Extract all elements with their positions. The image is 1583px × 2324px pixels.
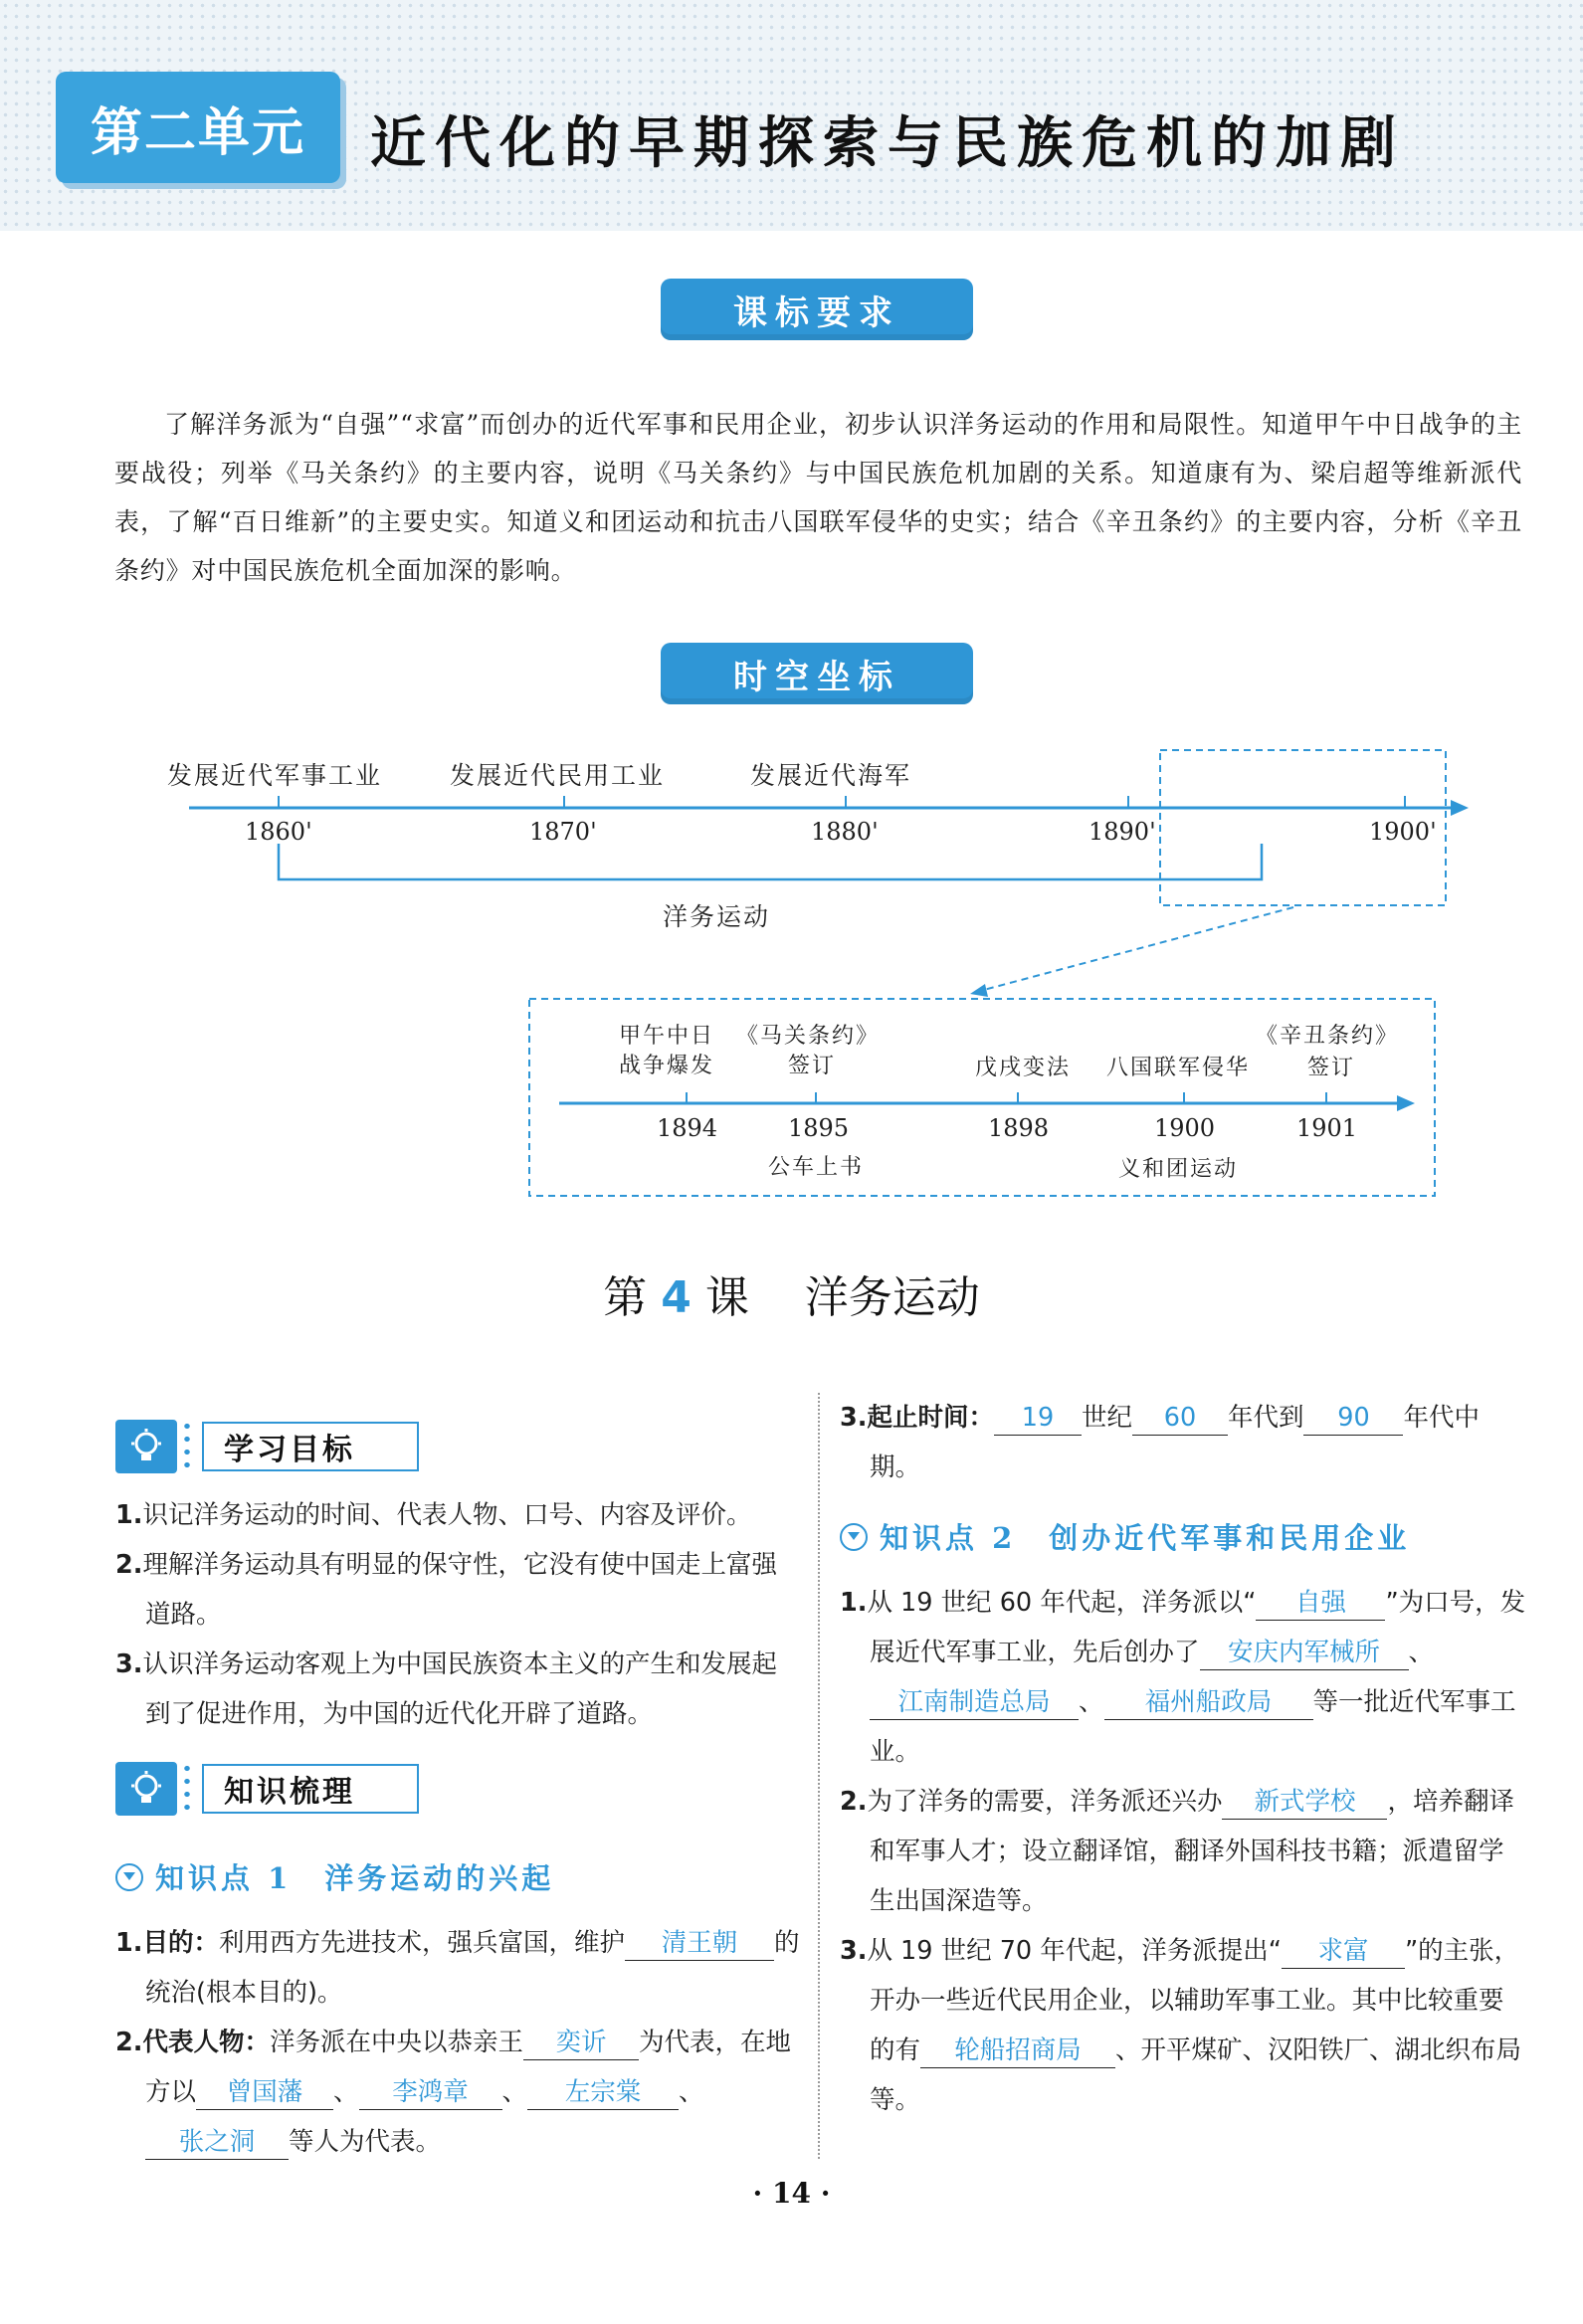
answer-blank: 左宗棠 [527, 2075, 679, 2110]
right-knowledge-items [840, 1578, 1526, 2125]
unit-header [0, 0, 1583, 231]
unit-title: 近代化的早期探索与民族危机的加剧 [370, 111, 1405, 176]
left-knowledge-items [115, 1918, 802, 2167]
bracket-label: 洋务运动 [663, 902, 771, 931]
lesson-suffix: 课 [704, 1272, 749, 1323]
detail-1901-line1: 《辛丑条约》 [1256, 1024, 1400, 1049]
detail-year-1894: 1894 [657, 1114, 718, 1142]
detail-below-1900: 义和团运动 [1118, 1157, 1239, 1182]
page-number: · 14 · [752, 2177, 831, 2210]
knowledge-point-2-title: 知识点 2 创办近代军事和民用企业 [880, 1521, 1411, 1555]
goal-item-1: 1.识记洋务运动的时间、代表人物、口号、内容及评价。 [115, 1500, 752, 1530]
main-timeline-arrow [1451, 800, 1469, 816]
yangwu-bracket [279, 844, 1262, 879]
item-civil-enterprises: 3.从 19 世纪 70 年代起，洋务派提出“ 求富 ”的主张，开办一些近代民用企业，以辅助军事工业。其中比较重要的有 轮船招商局 、开平煤矿、汉阳铁厂、湖北织布局等。 [840, 1936, 1522, 2115]
zoom-connector-arrow [970, 984, 988, 997]
goal-item-3: 3.认识洋务运动客观上为中国民族资本主义的产生和发展起到了促进作用，为中国的近代化开辟了道路。 [115, 1649, 777, 1729]
answer-blank: 张之洞 [145, 2125, 289, 2160]
answer-blank: 自强 [1256, 1586, 1385, 1621]
answer-blank: 曾国藩 [196, 2075, 333, 2110]
detail-1894-line1: 甲午中日 [619, 1024, 715, 1049]
answer-blank: 90 [1303, 1401, 1403, 1436]
year-1860: 1860' [245, 818, 312, 846]
detail-year-1898: 1898 [988, 1114, 1050, 1142]
event-military-industry: 发展近代军事工业 [167, 761, 383, 790]
unit-badge: 第二单元 [56, 72, 340, 183]
detail-1901-line2: 签订 [1307, 1056, 1356, 1080]
detail-1895-line1: 《马关条约》 [736, 1024, 881, 1049]
answer-blank: 安庆内军械所 [1200, 1636, 1409, 1670]
lesson-number: 4 [661, 1272, 692, 1323]
answer-blank: 新式学校 [1222, 1785, 1387, 1820]
review-section-header [115, 1761, 419, 1817]
column-divider [818, 1393, 820, 2159]
decor-dots [180, 1762, 194, 1816]
year-1870: 1870' [529, 818, 597, 846]
event-navy: 发展近代海军 [750, 761, 912, 790]
item-representatives: 2.代表人物：洋务派在中央以恭亲王 奕䜣 为代表，在地方以 曾国藩 、 李鸿章 、 左宗棠 、张之洞 等人为代表。 [115, 2018, 802, 2167]
detail-axis-arrow [1397, 1095, 1415, 1111]
detail-1894-line2: 战争爆发 [619, 1054, 715, 1078]
goals-section-header [115, 1419, 419, 1474]
item-schools: 2.为了洋务的需要，洋务派还兴办 新式学校 ，培养翻译和军事人才；设立翻译馆，翻译外国科技书籍；派遣留学生出国深造等。 [840, 1787, 1514, 1916]
lesson-name: 洋务运动 [804, 1272, 980, 1323]
detail-1900-label: 八国联军侵华 [1106, 1056, 1251, 1080]
goals-list [115, 1490, 802, 1739]
year-1890: 1890' [1088, 818, 1156, 846]
review-heading: 知识梳理 [202, 1764, 419, 1814]
lesson-title [0, 1261, 1583, 1325]
timeline-heading: 时空坐标 [661, 643, 973, 704]
detail-1898-label: 戊戌变法 [975, 1056, 1072, 1080]
chevron-circle-icon [840, 1523, 868, 1551]
goals-heading: 学习目标 [202, 1422, 419, 1471]
detail-year-1895: 1895 [788, 1114, 850, 1142]
decor-dots [180, 1420, 194, 1473]
answer-blank: 江南制造总局 [870, 1685, 1079, 1720]
item-purpose: 1.目的：利用西方先进技术，强兵富国，维护 清王朝 的统治(根本目的)。 [115, 1928, 800, 2008]
answer-blank: 清王朝 [625, 1926, 774, 1961]
answer-blank: 奕䜣 [523, 2026, 639, 2060]
goal-item-2: 2.理解洋务运动具有明显的保守性，它没有使中国走上富强道路。 [115, 1550, 777, 1630]
answer-blank: 福州船政局 [1104, 1685, 1313, 1720]
answer-blank: 轮船招商局 [920, 2034, 1115, 2068]
answer-blank: 60 [1132, 1401, 1228, 1436]
detail-year-1900: 1900 [1154, 1114, 1216, 1142]
lesson-prefix: 第 [603, 1272, 648, 1323]
knowledge-point-1-title: 知识点 1 洋务运动的兴起 [155, 1861, 555, 1895]
year-1880: 1880' [811, 818, 879, 846]
knowledge-point-2-heading [840, 1516, 1410, 1557]
detail-year-1901: 1901 [1296, 1114, 1358, 1142]
answer-blank: 求富 [1282, 1934, 1405, 1969]
lightbulb-icon [115, 1762, 177, 1816]
right-item-period: 3.起止时间： 19 世纪 60 年代到 90 年代中期。 [840, 1403, 1480, 1482]
curriculum-heading: 课标要求 [661, 279, 973, 340]
year-1900: 1900' [1369, 818, 1437, 846]
zoom-connector [980, 907, 1293, 991]
detail-below-1895: 公车上书 [768, 1155, 865, 1180]
lightbulb-icon [115, 1420, 177, 1473]
curriculum-text: 了解洋务派为“自强”“求富”而创办的近代军事和民用企业，初步认识洋务运动的作用和局限性。知道甲午中日战争的主要战役；列举《马关条约》的主要内容，说明《马关条约》与中国民族危机加剧的关系。知道康有为、梁启超等维新派代表，了解“百日维新”的主要史实。知道义和团运动和抗击八国联军侵华的史实；结合《辛丑条约》的主要内容，分析《辛丑条约》对中国民族危机全面加深的影响。 [114, 410, 1522, 585]
answer-blank: 19 [994, 1401, 1082, 1436]
chevron-circle-icon [115, 1863, 143, 1891]
answer-blank: 李鸿章 [359, 2075, 502, 2110]
item-military-enterprises: 1.从 19 世纪 60 年代起，洋务派以“ 自强 ”为口号，发展近代军事工业，先后创办了 安庆内军械所 、江南制造总局 、 福州船政局 等一批近代军事工业。 [840, 1588, 1526, 1767]
knowledge-point-1-heading [115, 1856, 554, 1897]
event-civil-industry: 发展近代民用工业 [450, 761, 666, 790]
detail-1895-line2: 签订 [788, 1054, 837, 1078]
